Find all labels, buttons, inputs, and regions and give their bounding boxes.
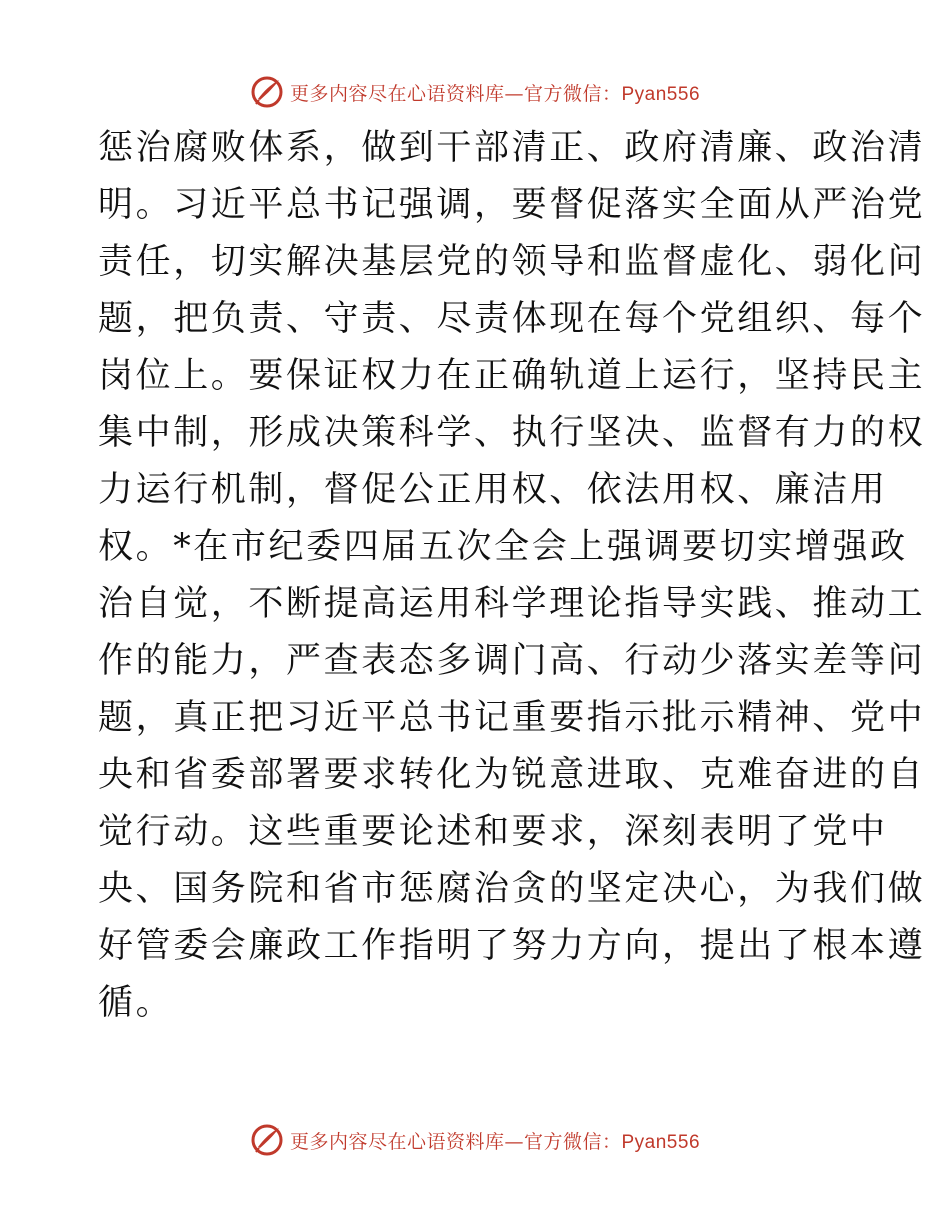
header-banner-text: 更多内容尽在心语资料库—官方微信：Pyan556 bbox=[289, 82, 701, 105]
header-banner bbox=[0, 72, 950, 112]
body-line: 权。*在市纪委四届五次全会上强调要切实增强政 bbox=[98, 527, 908, 567]
footer-banner-text: 更多内容尽在心语资料库—官方微信：Pyan556 bbox=[289, 1130, 701, 1153]
body-line: 央和省委部署要求转化为锐意进取、克难奋进的自 bbox=[98, 755, 926, 795]
body-line: 岗位上。要保证权力在正确轨道上运行，坚持民主 bbox=[98, 356, 926, 396]
body-line: 集中制，形成决策科学、执行坚决、监督有力的权 bbox=[98, 413, 926, 453]
body-line: 惩治腐败体系，做到干部清正、政府清廉、政治清 bbox=[98, 128, 926, 168]
footer-wechat-id: Pyan556 bbox=[621, 1131, 701, 1153]
body-line: 觉行动。这些重要论述和要求，深刻表明了党中 bbox=[98, 812, 888, 852]
footer-banner bbox=[0, 1120, 950, 1160]
document-body bbox=[98, 120, 926, 1032]
header-wechat-id: Pyan556 bbox=[621, 83, 701, 105]
body-line: 作的能力，严查表态多调门高、行动少落实差等问 bbox=[98, 641, 926, 681]
quill-logo-icon bbox=[250, 1123, 284, 1157]
quill-logo-icon bbox=[250, 75, 284, 109]
body-line: 力运行机制，督促公正用权、依法用权、廉洁用 bbox=[98, 470, 888, 510]
body-line: 好管委会廉政工作指明了努力方向，提出了根本遵 bbox=[98, 926, 926, 966]
body-line: 题，把负责、守责、尽责体现在每个党组织、每个 bbox=[98, 299, 926, 339]
body-line: 治自觉，不断提高运用科学理论指导实践、推动工 bbox=[98, 584, 926, 624]
body-line: 央、国务院和省市惩腐治贪的坚定决心，为我们做 bbox=[98, 869, 926, 909]
body-line: 题，真正把习近平总书记重要指示批示精神、党中 bbox=[98, 698, 926, 738]
body-line: 责任，切实解决基层党的领导和监督虚化、弱化问 bbox=[98, 242, 926, 282]
body-line: 明。习近平总书记强调，要督促落实全面从严治党 bbox=[98, 185, 926, 225]
body-line: 循。 bbox=[98, 983, 174, 1023]
